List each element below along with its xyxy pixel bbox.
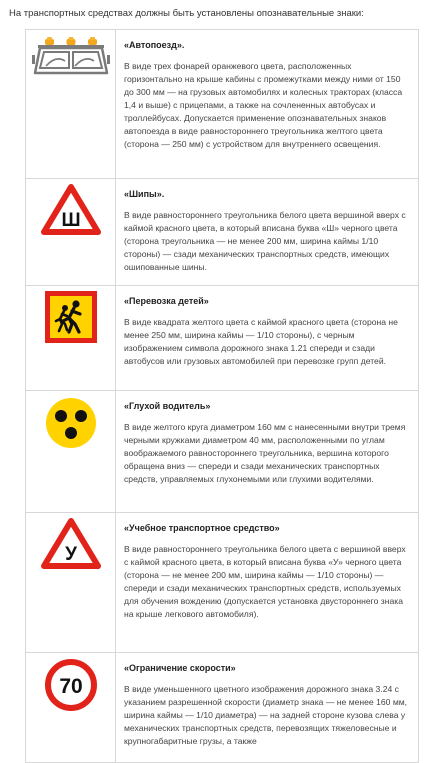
children-transport-sign-icon [26,286,115,343]
deaf-driver-sign-icon [26,391,115,450]
sign-description: В виде трех фонарей оранжевого цвета, расположенных горизонтально на крыше кабины с промежутками между ними от 150 до 300 мм — на грузовых автомобилях и колесных тракторах (класса 1,4 и выше) с прицепами, а также на сочлененных автобусах и троллейбусах. Допускается применение опознавательных знаков автопоезда в виде равностороннего треугольника желтого цвета (сторона — 250 мм) с устройством для внутреннего освещения. [124,61,403,149]
sign-icon-cell [26,513,116,653]
sign-icon-cell [26,286,116,391]
studded-tires-sign-icon [26,179,115,236]
sign-text-cell [116,30,419,179]
sign-icon-cell [26,30,116,179]
sign-title: «Перевозка детей» [124,296,209,306]
road-train-roof-lights-icon [26,30,115,79]
training-vehicle-sign-icon [26,513,115,570]
sign-text-cell [116,513,419,653]
sign-text-cell [116,286,419,391]
sign-title: «Шипы». [124,189,165,199]
sign-description: В виде желтого круга диаметром 160 мм с нанесенными внутри тремя черными кружками диаметром 40 мм, расположенными по углам воображаемого равностороннего треугольника, вершина которого обращена вниз — спереди и сзади механических транспортных средств, управляемых глухонемыми или глухими водителями. [124,422,406,484]
sign-letter: Ш [60,210,81,231]
speed-limit-number: 70 [58,675,83,698]
intro-text: На транспортных средствах должны быть установлены опознавательные знаки: [9,8,364,19]
sign-description: В виде уменьшенного цветного изображения дорожного знака 3.24 с указанием разрешенной скорости (диаметр знака — не менее 160 мм, ширина каймы — 1/10 диаметра) — на задней стороне кузова слева у механических транспортных средств, перевозящих тяжеловесные и крупногабаритные грузы, а также [124,684,408,746]
sign-description: В виде квадрата желтого цвета с каймой красного цвета (сторона не менее 250 мм, ширина каймы — 1/10 стороны), с черным изображением символа дорожного знака 1.21 спереди и сзади автобусов или грузовых автомобилей при перевозке групп детей. [124,317,398,366]
sign-title: «Ограничение скорости» [124,663,236,673]
sign-text-cell [116,179,419,286]
sign-text-cell [116,653,419,763]
sign-icon-cell [26,653,116,763]
sign-row-deaf-driver [26,391,419,513]
sign-row-speed-limit [26,653,419,763]
sign-title: «Глухой водитель» [124,401,211,411]
sign-description: В виде равностороннего треугольника белого цвета с вершиной вверх с каймой красного цвета, в который вписана буква «У» черного цвета (сторона — не менее 200 мм, ширина каймы — 1/10 стороны) — спереди и сзади механических транспортных средств, используемых для обучения вождению (допускается установка двустороннего знака на крыше легкового автомобиля). [124,544,406,619]
sign-icon-cell [26,391,116,513]
speed-limit-sign-icon [26,653,115,712]
sign-icon-cell [26,179,116,286]
sign-description: В виде равностороннего треугольника белого цвета вершиной вверх с каймой красного цвета, в который вписана буква «Ш» черного цвета (сторона треугольника — не менее 200 мм, ширина каймы 1/10 стороны) — сзади механических транспортных средств, имеющих ошипованные шины. [124,210,406,272]
sign-title: «Автопоезд». [124,40,185,50]
sign-title: «Учебное транспортное средство» [124,523,280,533]
sign-row-studs [26,179,419,286]
sign-text-cell [116,391,419,513]
sign-row-road-train [26,30,419,179]
sign-letter: У [64,544,77,565]
sign-row-children [26,286,419,391]
sign-row-training [26,513,419,653]
signs-table [25,29,419,763]
